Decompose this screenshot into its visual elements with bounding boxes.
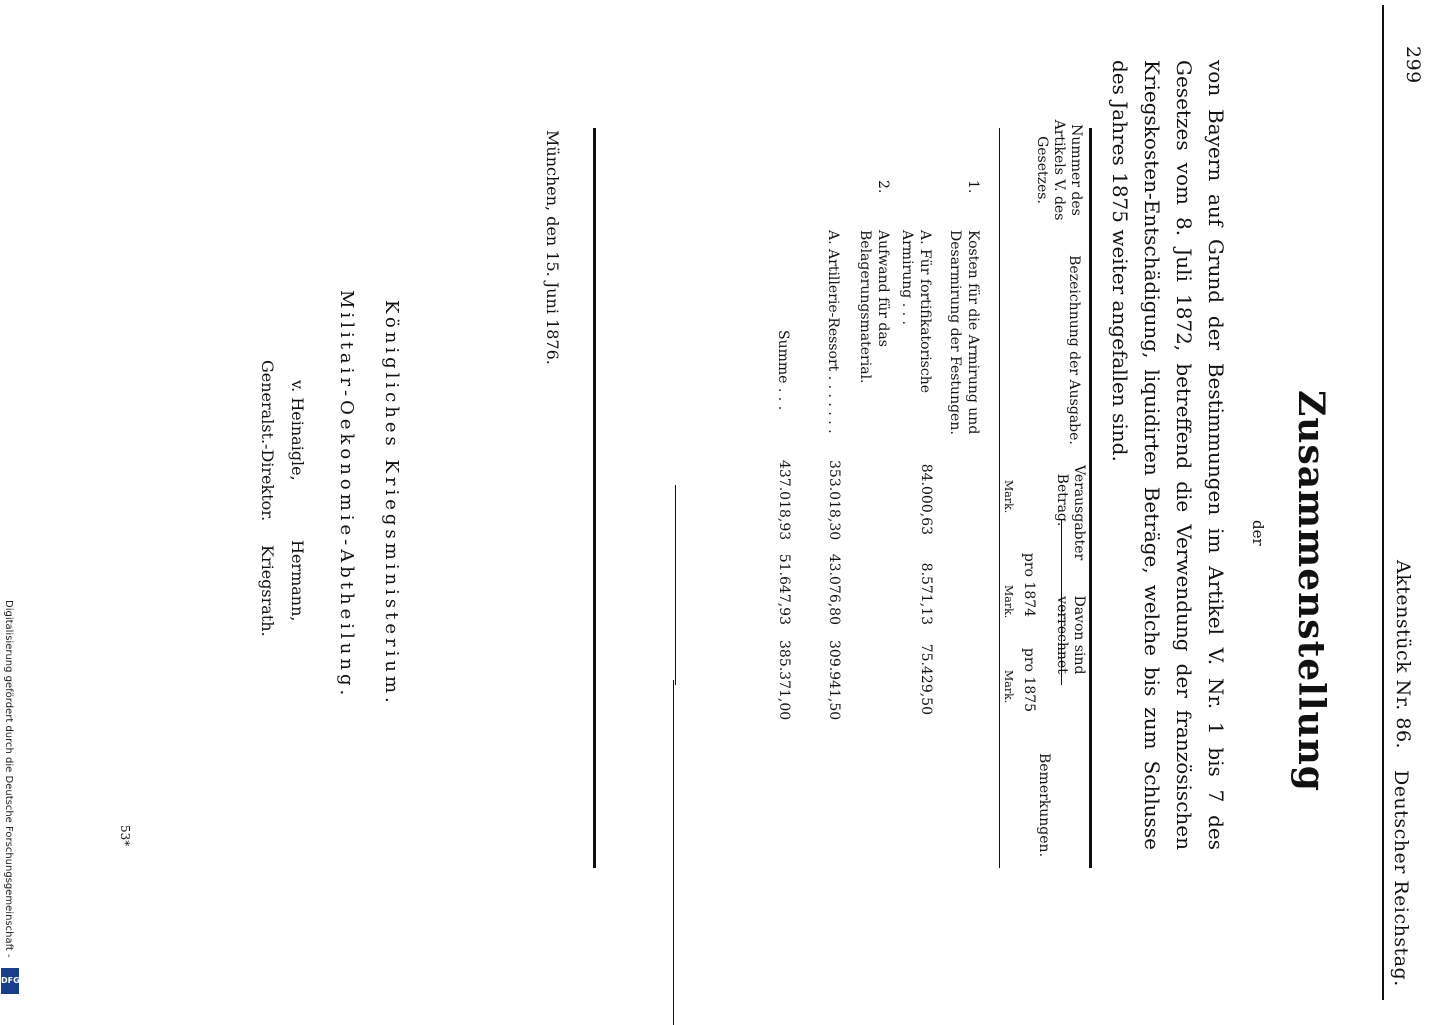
sum-1874: 51.647,93 [776, 553, 792, 625]
sum-label: Summe . . . [775, 330, 791, 411]
dfg-logo: DFG [1, 968, 19, 994]
col-header-article: Nummer des Artikels V. des Gesetzes. [1034, 119, 1084, 221]
col-header-1874: pro 1874 [1021, 552, 1037, 618]
sum-amount: 437.018,93 [776, 460, 792, 541]
row-3-nr: 2. [875, 180, 891, 194]
ministry-name: Königliches Kriegsministerium. [381, 300, 402, 707]
page-title: Zusammenstellung [1290, 390, 1332, 792]
col-header-remarks: Bemerkungen. [1036, 752, 1052, 858]
row-4-1874: 43.076,80 [826, 553, 842, 625]
row-4-amount: 353.018,30 [826, 460, 842, 541]
header-rule [1382, 5, 1384, 1000]
department-name: Militair-Oekonomie-Abtheilung. [336, 290, 357, 700]
row-1-text: Kosten für die Armirung und Desarmirung der Festungen. [947, 230, 981, 435]
col-header-designation: Bezeichnung der Ausgabe. [1066, 255, 1082, 445]
col-header-thereof: Davon sind verrechnet [1054, 595, 1087, 675]
table-bottom-rule [593, 128, 596, 868]
sheet-mark: 53* [118, 825, 132, 847]
sum-1875: 385.371,00 [776, 640, 792, 721]
unit-1875: Mark. [1002, 670, 1015, 704]
unit-amount: Mark. [1002, 480, 1015, 514]
dfg-credit-text: Digitalisierung gefördert durch die Deutsche Forschungsgemeinschaft - [3, 600, 14, 958]
header-left: Deutscher Reichstag. [1390, 770, 1412, 987]
row-4-text: A. Artillerie-Ressort . . . . . . . [825, 230, 841, 434]
table-top-rule [1089, 128, 1092, 868]
row-3-text: Aufwand für das Belagerungsmaterial. [857, 230, 891, 384]
row-2-amount: 84.000,63 [918, 463, 934, 535]
page-number: 299 [1402, 46, 1424, 84]
intro-paragraph: von Bayern auf Grund der Bestimmungen im Artikel V. Nr. 1 bis 7 des Gesetzes vom 8. Juli 1872, betreffend die Verwendung der französischen Kriegskosten-Entschädigung, liquidirten Beträge, welche bis zum Schlusse des Jahres 1875 weiter angefallen sind. [1108, 60, 1228, 850]
unit-1874: Mark. [1002, 585, 1015, 619]
signatory-1-role: Generalst.-Direktor. [258, 360, 277, 522]
row-2-text: A. Für fortifikatorische Armirung . . . [899, 230, 933, 394]
col-header-1875: pro 1875 [1021, 647, 1037, 713]
row-4-1875: 309.941,50 [826, 640, 842, 721]
signatory-1-name: v. Heinaigle, [288, 380, 307, 481]
signatory-2-name: Hermann, [288, 540, 307, 622]
sum-rule-2 [675, 485, 676, 685]
signatory-2-role: Kriegsrath. [258, 545, 277, 637]
row-2-1875: 75.429,50 [918, 643, 934, 715]
row-1-nr: 1. [965, 180, 981, 194]
title-der: der [1249, 520, 1267, 546]
row-2-1874: 8.571,13 [918, 562, 934, 625]
sum-rule [673, 680, 674, 1025]
header-right: Aktenstück Nr. 86. [1392, 560, 1414, 750]
place-date: München, den 15. Juni 1876. [543, 130, 562, 365]
col-header-amount: Verausgabter Betrag. [1054, 465, 1087, 561]
